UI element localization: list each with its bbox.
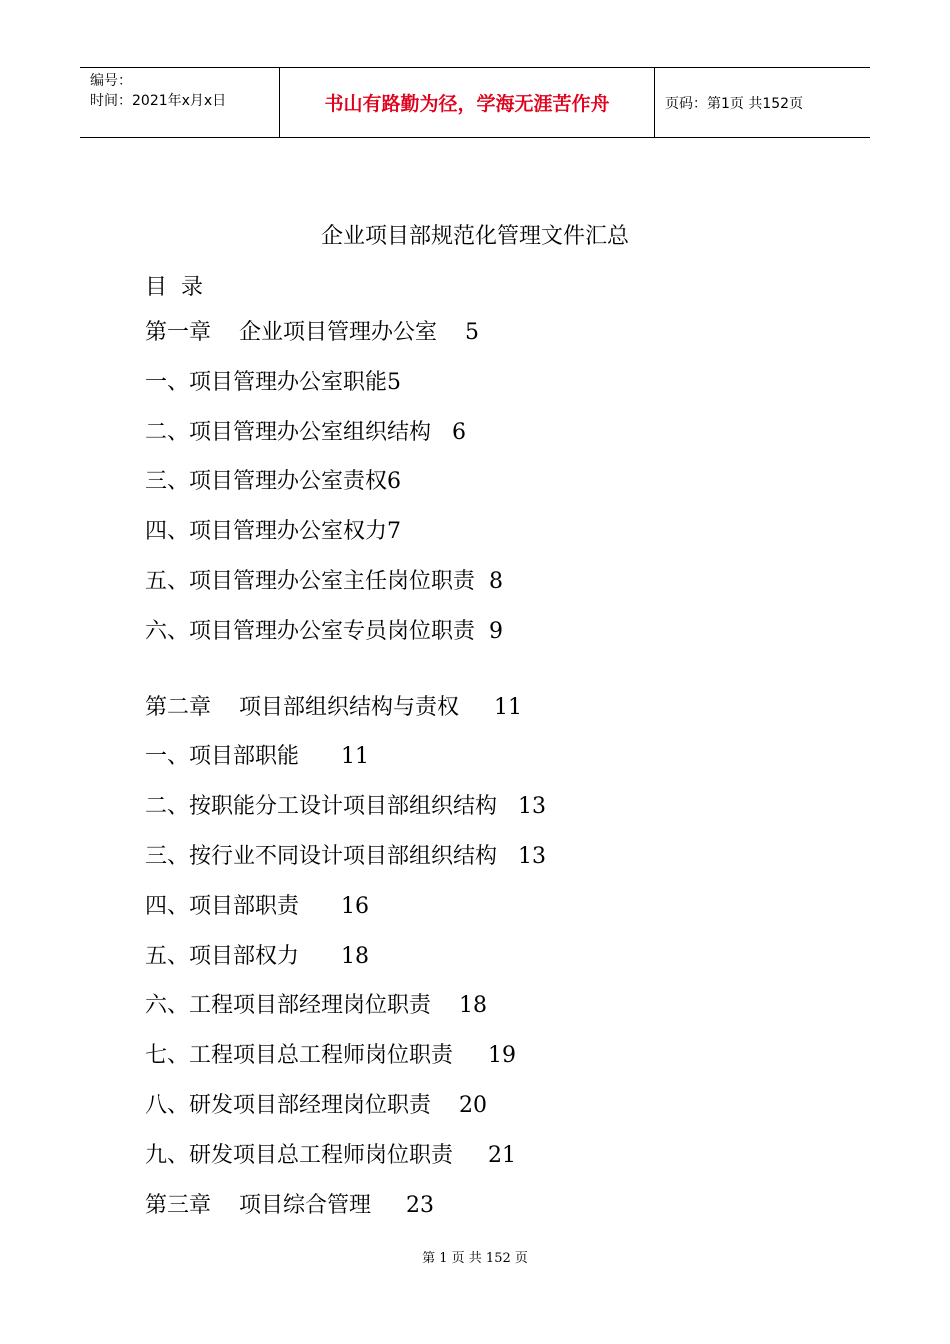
toc-entry-page: 16 bbox=[340, 893, 369, 919]
toc-entry-title: 第三章 项目综合管理 bbox=[145, 1192, 371, 1218]
page-footer: 第 1 页 共 152 页 bbox=[422, 1251, 528, 1266]
toc-entry-title: 二、项目管理办公室组织结构 bbox=[145, 419, 432, 445]
toc-entry-sep bbox=[475, 619, 489, 644]
header-motto: 书山有路勤为径，学海无涯苦作舟 bbox=[280, 68, 655, 137]
page-header bbox=[80, 67, 870, 138]
toc-entry[interactable] bbox=[145, 1091, 845, 1141]
toc-entry[interactable] bbox=[145, 567, 845, 617]
time-label: 时间：2021年x月x日 bbox=[90, 93, 227, 109]
toc-entry-page: 8 bbox=[489, 568, 504, 594]
toc-entry-title: 一、项目部职能 bbox=[145, 744, 300, 770]
toc-entry-page: 6 bbox=[387, 469, 402, 495]
toc-entry-page: 13 bbox=[518, 843, 546, 869]
toc-entry[interactable] bbox=[145, 892, 845, 942]
toc-entry-title: 六、项目管理办公室专员岗位职责 bbox=[145, 618, 476, 644]
toc-entry[interactable] bbox=[145, 318, 845, 368]
toc-entry[interactable] bbox=[145, 693, 845, 743]
toc-entry-page: 11 bbox=[340, 744, 369, 770]
toc-entry-page: 18 bbox=[459, 993, 487, 1019]
toc-entry-page: 20 bbox=[459, 1092, 487, 1118]
toc-entry-page: 21 bbox=[487, 1142, 516, 1168]
toc-entry[interactable] bbox=[145, 1191, 845, 1241]
toc-entry-page: 18 bbox=[340, 943, 369, 969]
toc-entry-sep bbox=[459, 695, 494, 720]
toc-entry-sep bbox=[299, 744, 341, 769]
toc-entry-title: 八、研发项目部经理岗位职责 bbox=[145, 1092, 432, 1118]
toc-entry-sep bbox=[299, 944, 341, 969]
document-title: 企业项目部规范化管理文件汇总 bbox=[320, 224, 629, 249]
toc-entry-page: 6 bbox=[452, 419, 466, 445]
toc-entry-title: 五、项目管理办公室主任岗位职责 bbox=[145, 568, 476, 594]
toc-entry-page: 9 bbox=[489, 618, 504, 644]
toc-entry[interactable] bbox=[145, 842, 845, 892]
toc-entry[interactable] bbox=[145, 742, 845, 792]
toc-entry[interactable] bbox=[145, 991, 845, 1041]
toc-entry-page: 13 bbox=[518, 794, 546, 820]
toc-entry[interactable] bbox=[145, 1041, 845, 1091]
toc-heading: 目录 bbox=[145, 275, 218, 300]
toc-entry-title: 七、工程项目总工程师岗位职责 bbox=[145, 1043, 454, 1069]
header-page-info: 页码：第1页 共152页 bbox=[665, 95, 804, 112]
toc-entry-sep bbox=[453, 1043, 488, 1068]
toc-entry-page: 19 bbox=[487, 1043, 516, 1069]
table-of-contents bbox=[145, 318, 845, 1240]
toc-entry-sep bbox=[497, 844, 518, 869]
toc-entry-sep bbox=[431, 993, 459, 1018]
toc-entry[interactable] bbox=[145, 368, 845, 418]
toc-entry[interactable] bbox=[145, 418, 845, 468]
toc-entry-title: 六、工程项目部经理岗位职责 bbox=[145, 993, 432, 1019]
toc-entry-title: 三、按行业不同设计项目部组织结构 bbox=[145, 843, 498, 869]
toc-entry[interactable] bbox=[145, 792, 845, 842]
toc-entry-sep bbox=[431, 420, 452, 445]
toc-entry-title: 四、项目管理办公室权力 bbox=[145, 519, 388, 545]
number-label: 编号： bbox=[90, 73, 132, 89]
toc-entry-sep bbox=[475, 569, 489, 594]
toc-entry[interactable] bbox=[145, 517, 845, 567]
toc-entry-title: 第一章 企业项目管理办公室 bbox=[145, 320, 437, 345]
toc-entry-page: 5 bbox=[464, 320, 479, 345]
toc-entry-title: 四、项目部职责 bbox=[145, 893, 300, 919]
toc-entry-sep bbox=[299, 894, 341, 919]
toc-entry-title: 第二章 项目部组织结构与责权 bbox=[145, 694, 459, 720]
toc-entry[interactable] bbox=[145, 467, 845, 517]
toc-entry-page: 11 bbox=[493, 694, 522, 720]
toc-entry-page: 23 bbox=[405, 1192, 434, 1218]
toc-entry-sep bbox=[431, 1093, 459, 1118]
toc-entry-title: 一、项目管理办公室职能 bbox=[145, 369, 388, 395]
toc-entry-title: 九、研发项目总工程师岗位职责 bbox=[145, 1142, 454, 1168]
toc-entry-sep bbox=[453, 1143, 488, 1168]
toc-entry-sep bbox=[371, 1193, 406, 1218]
toc-entry[interactable] bbox=[145, 1141, 845, 1191]
toc-entry-sep bbox=[437, 320, 465, 345]
toc-entry[interactable] bbox=[145, 942, 845, 992]
toc-entry-page: 5 bbox=[387, 369, 402, 395]
header-meta bbox=[80, 68, 280, 137]
toc-entry-title: 三、项目管理办公室责权 bbox=[145, 469, 388, 495]
toc-entry[interactable] bbox=[145, 617, 845, 667]
toc-entry-title: 五、项目部权力 bbox=[145, 943, 300, 969]
toc-entry-sep bbox=[497, 794, 518, 819]
toc-entry-title: 二、按职能分工设计项目部组织结构 bbox=[145, 794, 498, 820]
toc-entry-page: 7 bbox=[387, 519, 402, 545]
